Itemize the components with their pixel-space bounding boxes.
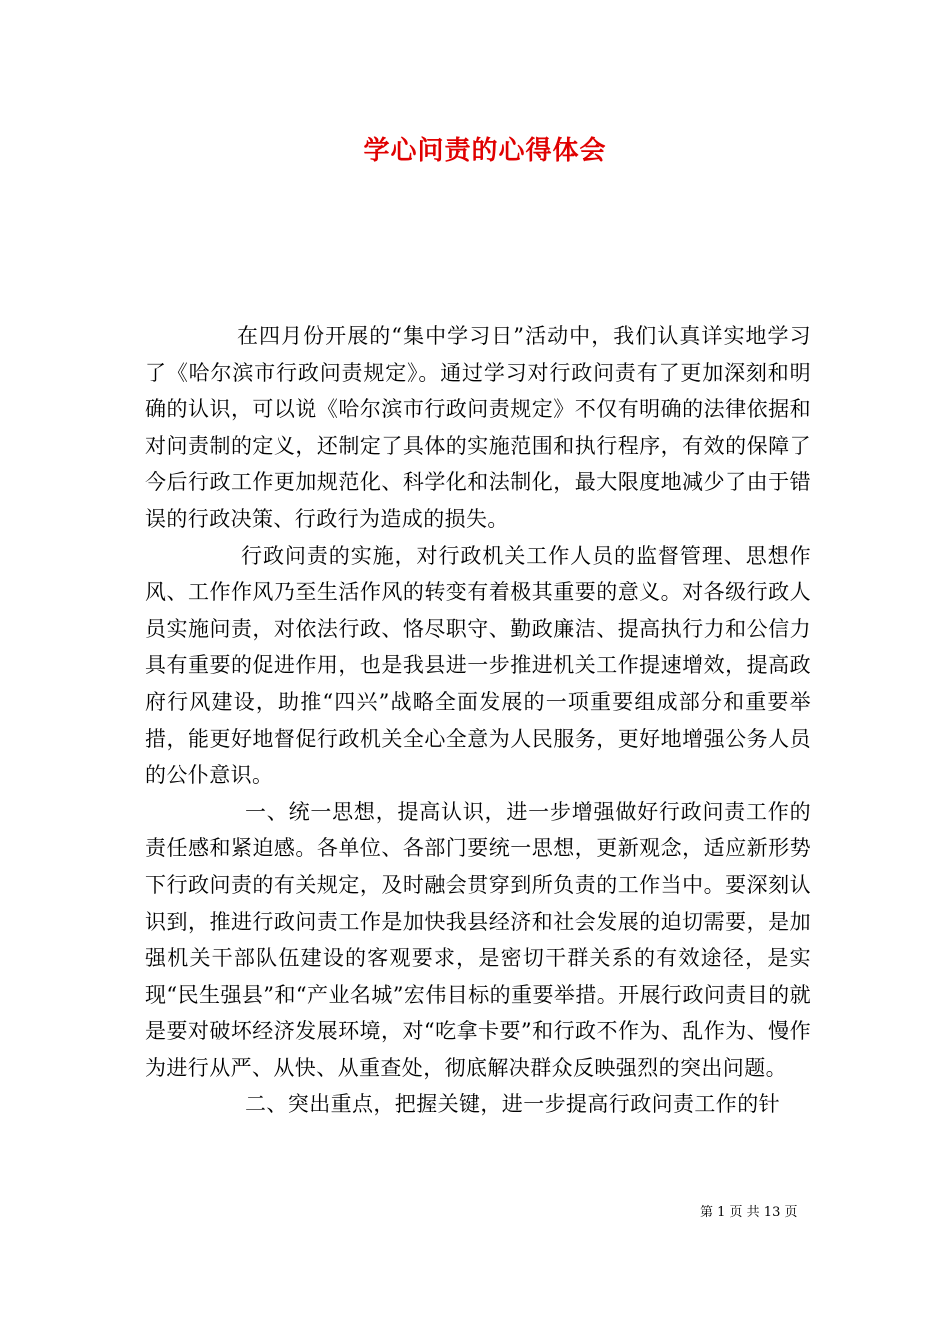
document-title: 学心问责的心得体会 — [363, 136, 607, 166]
page-number-footer: 第 1 页 共 13 页 — [700, 1205, 798, 1220]
body-paragraph-1: 在四月份开展的“集中学习日”活动中，我们认真详实地学习了《哈尔滨市行政问责规定》。通过学习对行政问责有了更加深刻和明确的认识，可以说《哈尔滨市行政问责规定》不仅有明确的法律依据和对问责制的定义，还制定了具体的实施范围和执行程序，有效的保障了今后行政工作更加规范化、科学化和法制化，最大限度地减少了由于错误的行政决策、行政行为造成的损失。 — [145, 324, 811, 531]
body-paragraph-3: 一、统一思想，提高认识，进一步增强做好行政问责工作的责任感和紧迫感。各单位、各部门要统一思想，更新观念，适应新形势下行政问责的有关规定，及时融会贯穿到所负责的工作当中。要深刻认识到，推进行政问责工作是加快我县经济和社会发展的迫切需要，是加强机关干部队伍建设的客观要求，是密切干群关系的有效途径，是实现“民生强县”和“产业名城”宏伟目标的重要举措。开展行政问责目的就是要对破坏经济发展环境，对“吃拿卡要”和行政不作为、乱作为、慢作为进行从严、从快、从重查处，彻底解决群众反映强烈的突出问题。 — [145, 799, 811, 1080]
body-paragraph-2: 行政问责的实施，对行政机关工作人员的监督管理、思想作风、工作作风乃至生活作风的转变有着极其重要的意义。对各级行政人员实施问责，对依法行政、恪尽职守、勤政廉洁、提高执行力和公信力具有重要的促进作用，也是我县进一步推进机关工作提速增效，提高政府行风建设，助推“四兴”战略全面发展的一项重要组成部分和重要举措，能更好地督促行政机关全心全意为人民服务，更好地增强公务人员的公仆意识。 — [145, 543, 811, 788]
body-paragraph-4: 二、突出重点，把握关键，进一步提高行政问责工作的针 — [245, 1092, 780, 1117]
document-body — [145, 318, 811, 1123]
